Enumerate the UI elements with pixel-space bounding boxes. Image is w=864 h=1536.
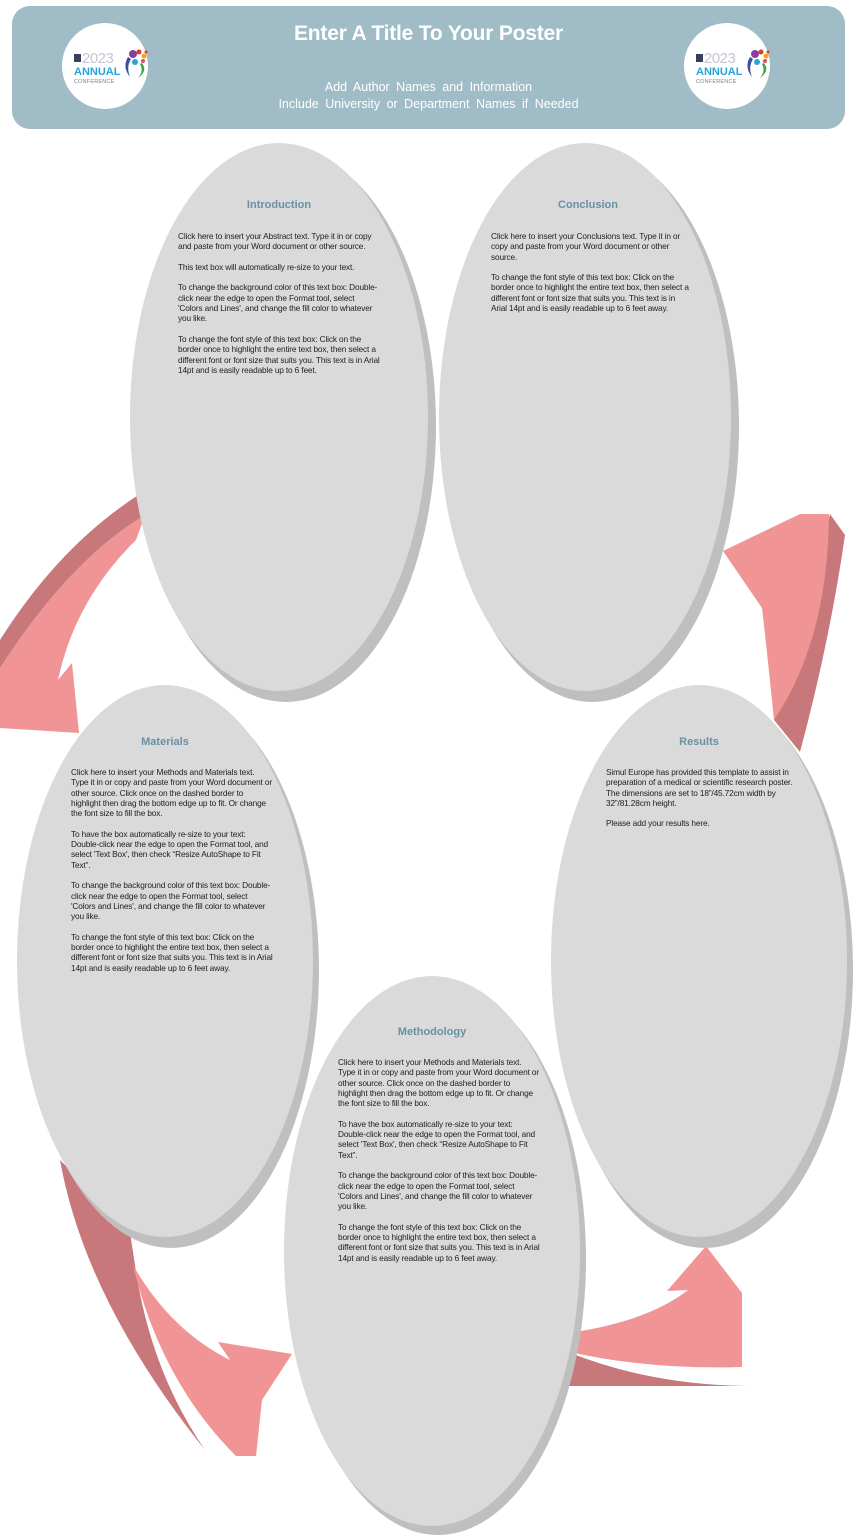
paragraph: To change the font style of this text box: Click on the border once to highlight the entire text box, then select a different font or font size that suits you. This text is in Arial 14pt and is easily readable up to 6 feet away. [71, 931, 273, 973]
section-title: Introduction [246, 199, 312, 211]
paragraph: To change the background color of this text box: Double-click near the edge to open the Format tool, select 'Colors and Lines', and change the fill color to whatever you like. [338, 1170, 538, 1212]
logo-year: 2023 [704, 50, 736, 67]
section-body[interactable] [491, 231, 691, 324]
section-title: Methodology [397, 1026, 467, 1038]
paragraph: To have the box automatically re-size to your text: Double-click near the edge to open the Format tool, and select 'Text Box', then check “Resize AutoShape to Fit Text”. [71, 828, 268, 870]
paragraph: Simul Europe has provided this template to assist in preparation of a medical or scientific research poster. The dimensions are set to 18”/45.72cm width by 32”/81.28cm height. [606, 767, 793, 808]
paragraph: Click here to insert your Methods and Materials text. Type it in or copy and paste from your Word document or other source. Click once on the dashed border to highlight then drag the bottom edge up to fit. Or change the font size to fill the box. [71, 767, 272, 819]
section-title: Materials [141, 736, 189, 748]
paragraph: This text box will automatically re-size to your text. [178, 261, 355, 272]
author-names[interactable]: Add Author Names and Information [324, 80, 533, 94]
section-title: Results [679, 736, 719, 748]
logo-conference: CONFERENCE [696, 79, 737, 85]
paragraph: To change the background color of this text box: Double-click near the edge to open the Format tool, select 'Colors and Lines', and change the fill color to whatever you like. [71, 880, 271, 922]
ellipse-background [130, 143, 428, 691]
section-body[interactable] [338, 1057, 540, 1273]
paragraph: Please add your results here. [606, 818, 710, 829]
section-title: Conclusion [558, 199, 618, 211]
poster-title[interactable]: Enter A Title To Your Poster [294, 22, 563, 45]
paragraph: Click here to insert your Methods and Materials text. Type it in or copy and paste from your Word document or other source. Click once on the dashed border to highlight then drag the bottom edge up to fit. Or change the font size to fill the box. [338, 1057, 539, 1109]
section-body[interactable] [178, 231, 380, 385]
paragraph: Click here to insert your Conclusions text. Type it in or copy and paste from your Word document or other source. [491, 231, 681, 262]
logo-year: 2023 [82, 50, 114, 67]
paragraph: To change the background color of this text box: Double-click near the edge to open the Format tool, select 'Colors and Lines', and change the fill color to whatever you like. [178, 282, 378, 324]
logo-annual: ANNUAL [696, 66, 743, 78]
paragraph: To change the font style of this text box: Click on the border once to highlight the entire text box, then select a different font or font size that suits you. This text is in Arial 14pt and is easily readable up to 6 feet. [178, 333, 380, 375]
affiliation-names[interactable]: Include University or Department Names if Needed [278, 97, 579, 111]
section-body[interactable] [606, 767, 806, 839]
paragraph: To change the font style of this text box: Click on the border once to highlight the entire text box, then select a different font or font size that suits you. This text is in Arial 14pt and is easily readable up to 6 feet away. [491, 272, 689, 314]
paragraph: To change the font style of this text box: Click on the border once to highlight the entire text box, then select a different font or font size that suits you. This text is in Arial 14pt and is easily readable up to 6 feet away. [338, 1221, 540, 1263]
curved-arrow-icon-methodology-to-results [565, 1246, 748, 1386]
section-body[interactable] [71, 767, 273, 983]
paragraph: Click here to insert your Abstract text. Type it in or copy and paste from your Word document or other source. [178, 231, 372, 252]
logo-annual: ANNUAL [74, 66, 121, 78]
logo-conference: CONFERENCE [74, 79, 115, 85]
ellipse-background [439, 143, 731, 691]
paragraph: To have the box automatically re-size to your text: Double-click near the edge to open the Format tool, and select 'Text Box', then check “Resize AutoShape to Fit Text”. [338, 1118, 535, 1160]
